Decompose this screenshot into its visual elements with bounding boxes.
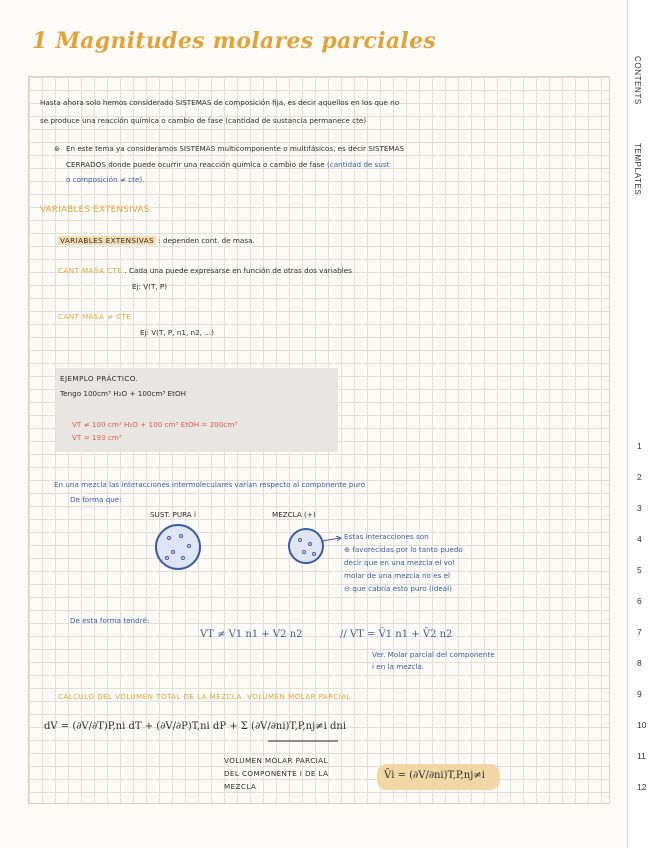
page-link-9[interactable]: 9 [637,689,642,699]
page-title: 1 Magnitudes molares parciales [32,28,437,54]
cant-masa-ne-example: Ej: V(T, P, n1, n2, ...) [140,328,214,337]
mixture-note-4: molar de una mezcla no es el [344,571,451,580]
equation-nonideal: VT ≠ V1 n1 + V2 n2 [200,629,303,640]
practical-line: Tengo 100cm³ H₂O + 100cm³ EtOH [60,389,187,398]
page-link-7[interactable]: 7 [637,627,642,637]
pure-substance-label: SUST. PURA i [150,510,196,519]
underbrace-line [268,738,338,744]
practical-heading: EJEMPLO PRÁCTICO. [60,374,139,383]
cant-masa-cte-label: CANT MASA CTE [58,266,123,275]
cant-masa-cte-example: Ej: V(T, P) [132,282,168,291]
extensive-definition [58,236,255,246]
practical-red-2: VT = 193 cm³ [72,433,122,442]
thus-note-1: Ver. Molar parcial del componente [372,650,495,659]
molecule [165,556,169,560]
cant-masa-cte-text: . Cada una puede expresarse en función de otras dos variables [124,266,352,275]
vmp-label-3: MEZCLA [224,782,257,791]
molecule [312,552,316,556]
equation-partial: // VT = V̄1 n1 + V̄2 n2 [340,629,453,640]
note-line-2-text: CERRADOS donde puede ocurrir una reacción química o cambio de fase [66,160,325,169]
page-link-12[interactable]: 12 [637,782,647,792]
page-link-11[interactable]: 11 [637,751,646,761]
mixture-note-3: decir que en una mezcla el vol [344,558,455,567]
page-link-6[interactable]: 6 [637,596,642,606]
note-line-2-blue: (cantidad de sust [327,160,390,169]
molecule [181,556,185,560]
differential-equation: dV = (∂V/∂T)P,ni dT + (∂V/∂P)T,ni dP + Σ (∂V/∂ni)T,P,nj≠i dni [44,721,347,732]
cant-masa-ne-label: CANT MASA ≠ CTE [58,312,132,321]
practical-red-1: VT ≠ 100 cm³ H₂O + 100 cm³ EtOH = 200cm³ [72,420,238,429]
page-link-5[interactable]: 5 [637,565,642,575]
tab-templates[interactable]: TEMPLATES [633,143,642,196]
section-heading-extensive: VARIABLES EXTENSIVAS. [40,205,153,215]
intro-line-2: se produce una reacción química o cambio de fase (cantidad de sustancia permanece cte) [40,116,367,125]
vmp-label-2: DEL COMPONENTE I DE LA [224,769,329,778]
molecule [167,536,171,540]
page-link-3[interactable]: 3 [637,503,642,513]
molecule [308,542,312,546]
molecule [171,550,175,554]
extensive-label: VARIABLES EXTENSIVAS [60,236,154,245]
extensive-text: : dependen cont. de masa. [158,236,255,245]
mixture-note-2: ⊕ favorecidas por lo tanto puedo [344,545,463,554]
note-line-1: En este tema ya consideramos SISTEMAS multicomponente o multifásicos, es decir SISTEMAS [66,144,405,153]
intro-line-1: Hasta ahora solo hemos considerado SISTEMAS de composición fija, es decir aquellos en los que no [40,98,400,107]
molecule [187,544,191,548]
mixture-note-1: Estas interacciones son [344,532,429,541]
molecule [179,534,183,538]
pure-substance-diagram [155,524,201,570]
page-link-1[interactable]: 1 [637,441,642,451]
mixture-diagram [288,528,324,564]
boxed-equation: V̄i = (∂V/∂ni)T,P,nj≠i [384,770,485,781]
molecule [298,538,302,542]
vmp-label-1: VOLUMEN MOLAR PARCIAL [224,756,328,765]
tab-contents[interactable]: CONTENTS [633,56,642,105]
thus-note-2: i en la mezcla. [372,662,425,671]
mixture-label: MEZCLA (+) [272,510,316,519]
mixture-note-5: ⊖ que cabría esto puro (ideal) [344,584,452,593]
sidebar [627,0,655,848]
cant-masa-cte-line [58,266,352,276]
note-line-3: o composición ≠ cte). [66,175,145,184]
molecule [302,550,306,554]
arrow-icon [322,536,344,546]
page-link-8[interactable]: 8 [637,658,642,668]
thus-line: De esta forma tendré: [70,616,150,625]
page-link-2[interactable]: 2 [637,472,642,482]
section-heading-volume: CÁLCULO DEL VOLUMEN TOTAL DE LA MEZCLA. VOLUMEN MOLAR PARCIAL [58,692,351,701]
mixture-line-1: En una mezcla las interacciones intermoleculares varían respecto al componente puro [54,480,366,489]
page-link-10[interactable]: 10 [637,720,647,730]
note-line-2 [66,160,389,170]
mixture-line-2: De forma que: [70,495,122,504]
page-link-4[interactable]: 4 [637,534,642,544]
note-bullet: ⊛ [54,144,61,153]
